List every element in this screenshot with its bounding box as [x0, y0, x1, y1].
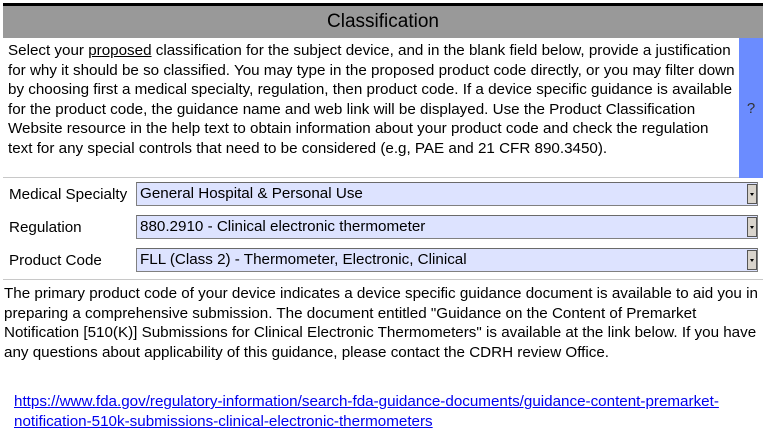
regulation-select[interactable]	[136, 215, 758, 239]
medical-specialty-value: General Hospital & Personal Use	[140, 185, 363, 202]
medical-specialty-select[interactable]	[136, 182, 758, 206]
product-code-select[interactable]	[136, 248, 758, 272]
product-code-label: Product Code	[9, 252, 102, 269]
dropdown-arrow-icon[interactable]	[747, 217, 757, 237]
guidance-text: The primary product code of your device indicates a device specific guidance document is available to aid you in preparing a comprehensive submission. The document entitled "Guidance on the Content of Premarket Notification [510(K)] Submissions for Clinical Electronic Thermometers" is available at the link below. If you have any questions about applicability of this guidance, please contact the CDRH review Office.	[4, 285, 758, 361]
product-code-row	[3, 245, 763, 277]
section-header: Classification	[3, 6, 763, 38]
intro-text-start: Select your	[8, 42, 89, 59]
dropdown-arrow-icon[interactable]	[747, 250, 757, 270]
medical-specialty-label: Medical Specialty	[9, 186, 128, 203]
intro-text-rest: classification for the subject device, and in the blank field below, provide a justification for why it should be so classified. You may type in the proposed product code directly, or you may filter down by choosing first a medical specialty, regulation, then product code. If a device specific guidance is available for the product code, the guidance name and web link will be displayed. Use the Product Classification Website resource in the help text to obtain information about your product code and check the regulation text for any special controls that need to be considered (e.g, PAE and 21 CFR 890.3450).	[8, 42, 735, 157]
regulation-row	[3, 212, 763, 244]
instructions-text	[3, 38, 739, 178]
intro-underlined-word: proposed	[88, 42, 152, 59]
dropdown-arrow-icon[interactable]	[747, 184, 757, 204]
regulation-value: 880.2910 - Clinical electronic thermometer	[140, 218, 426, 235]
medical-specialty-row	[3, 179, 763, 211]
regulation-label: Regulation	[9, 219, 82, 236]
divider	[3, 279, 763, 280]
help-button[interactable]: ?	[739, 38, 763, 178]
product-code-value: FLL (Class 2) - Thermometer, Electronic, Clinical	[140, 251, 467, 268]
guidance-link[interactable]: https://www.fda.gov/regulatory-information/search-fda-guidance-documents/guidance-content-premarket-notification-510k-submissions-clinical-electronic-thermometers	[14, 393, 719, 430]
